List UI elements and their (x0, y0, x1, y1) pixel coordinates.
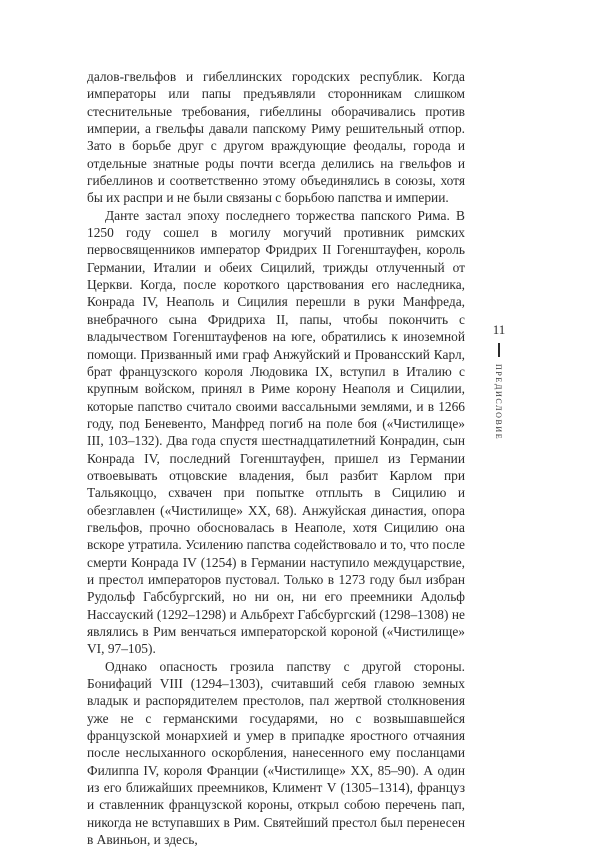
body-text (87, 68, 465, 848)
section-title: предисловие (493, 364, 505, 441)
paragraph-1: далов-гвельфов и гибеллинских городских республик. Когда императоры или папы предъявляли сторонникам слишком стеснительные требования, гибеллины оборачивались против империи, а гвельфы давали папскому Риму решительный отпор. Зато в борьбе друг с другом враждующие феодалы, города и отдельные знатные роды почти всегда делились на гвельфов и гибеллинов и соответственно этому объединялись в союзы, хотя бы их распри и не были связаны с борьбою папства и империи. (87, 69, 465, 206)
paragraph-2: Данте застал эпоху последнего торжества папского Рима. В 1250 году сошел в могилу могучий противник римских первосвященников император Фридрих II Гогенштауфен, король Германии, Италии и обеих Сицилий, трижды отлученный от Церкви. Когда, после короткого царствования его наследника, Конрада IV, Неаполь и Сицилия перешли в руки Манфреда, внебрачного сына Фридриха II, папы, чтобы покончить с владычеством Гогенштауфенов на юге, обратились к иноземной помощи. Призванный ими граф Анжуйский и Провансский Карл, брат французского короля Людовика IX, вступил в Италию с крупным войском, принял в Риме корону Неаполя и Сицилии, которые папство считало своими вассальными землями, и в 1266 году, под Беневенто, Манфред погиб на поле боя («Чистилище» III, 103–132). Два года спустя шестнадцатилетний Конрадин, сын Конрада IV, последний Гогенштауфен, пришел из Германии отвоевывать отцовские владения, был разбит Карлом при Тальякоццо, схвачен при попытке отплыть в Сицилию и обезглавлен («Чистилище» XX, 68). Анжуйская династия, опора гвельфов, прочно обосновалась в Неаполе, хотя Сицилию она вскоре утратила. Усилению папства содействовало и то, что после смерти Конрада IV (1254) в Германии наступило междуцарствие, и престол императоров пустовал. Только в 1273 году был избран Рудольф Габсбургский, но ни он, ни его преемники Адольф Нассауский (1292–1298) и Альбрехт Габсбургский (1298–1308) не являлись в Рим венчаться императорской короной («Чистилище» VI, 97–105). (87, 207, 465, 657)
running-head-rule (498, 343, 500, 357)
paragraph-3: Однако опасность грозила папству с другой стороны. Бонифаций VIII (1294–1303), считавший себя главою земных владык и распорядителем престолов, пал жертвой столкновения уже не с германскими государями, но с возвышавшейся французской монархией и умер в припадке яростного отчаяния после неслыханного оскорбления, нанесенного ему посланцами Филиппа IV, короля Франции («Чистилище» XX, 85–90). А один из его ближайших преемников, Климент V (1305–1314), француз и ставленник французской короны, открыл собою перечень пап, никогда не вступавших в Рим. Святейший престол был перенесен в Авиньон, и здесь, (87, 658, 465, 848)
page-number: 11 (492, 322, 506, 337)
